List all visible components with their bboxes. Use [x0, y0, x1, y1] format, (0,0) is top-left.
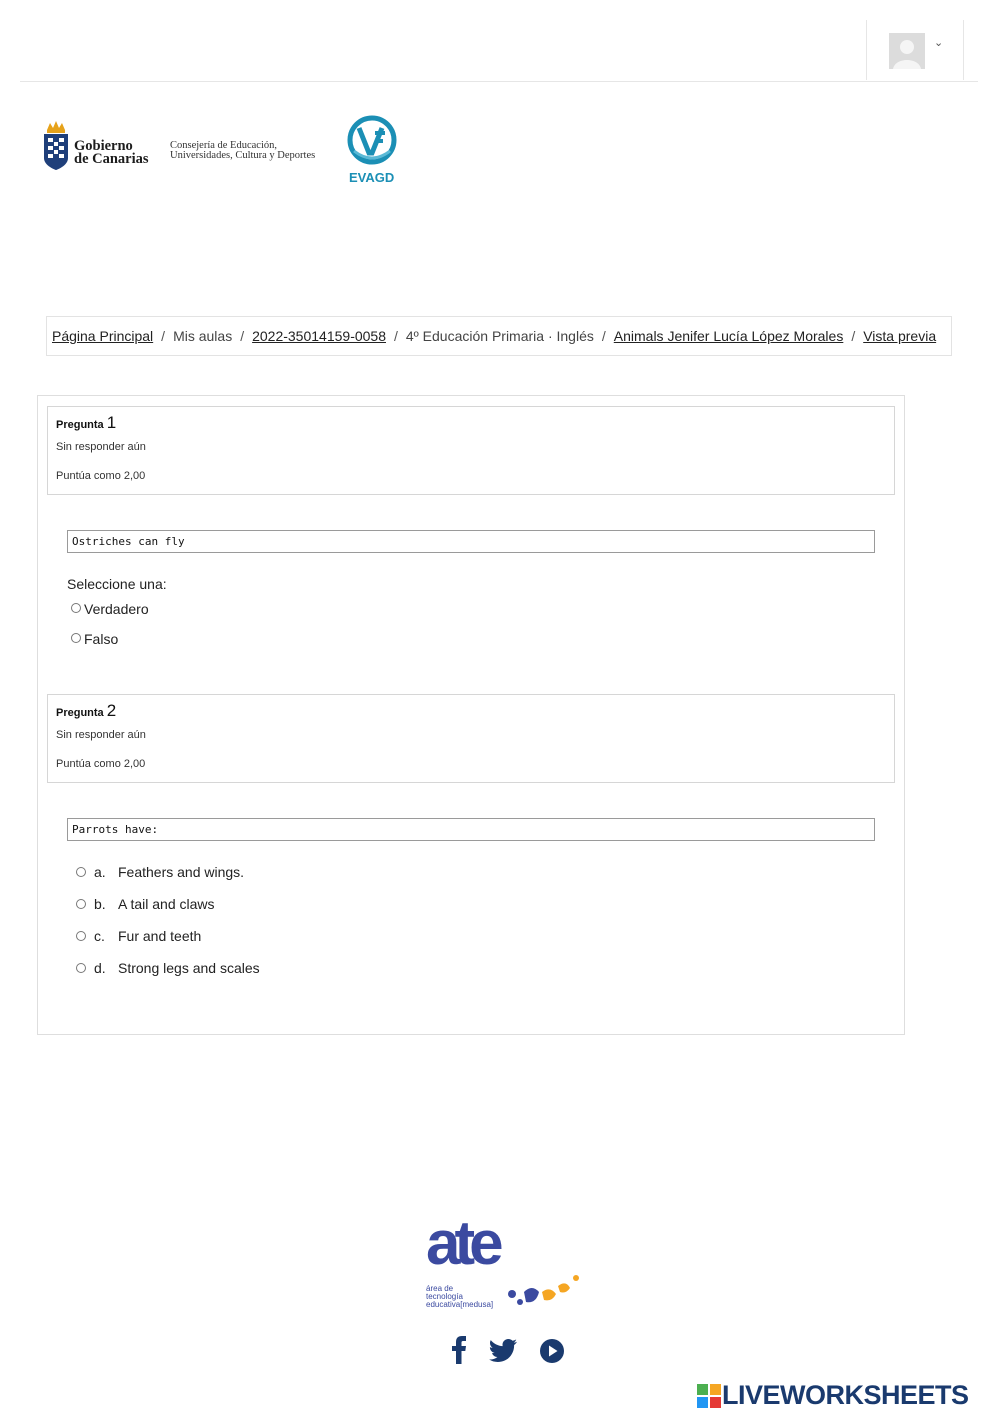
breadcrumb-separator: /: [601, 328, 606, 344]
ate-wordmark: ate: [426, 1209, 498, 1278]
option-label: Feathers and wings.: [118, 864, 245, 880]
ate-subtitle: [426, 1285, 493, 1309]
top-navbar: [20, 0, 978, 82]
option-label: Falso: [84, 631, 119, 647]
facebook-icon[interactable]: [450, 1336, 468, 1364]
option-b[interactable]: [76, 896, 215, 912]
question-number: 2: [106, 701, 117, 720]
option-letter: b.: [94, 896, 106, 912]
liveworksheets-squares-icon: [697, 1384, 721, 1408]
breadcrumb: [46, 316, 952, 356]
option-falso[interactable]: [71, 631, 118, 647]
question-1-title: [56, 413, 116, 433]
option-a[interactable]: [76, 864, 244, 880]
gobierno-canarias-logo: [42, 120, 342, 180]
consejeria-line2: Universidades, Cultura y Deportes: [170, 150, 316, 161]
option-label: Strong legs and scales: [118, 960, 260, 976]
ate-line1: área de: [426, 1284, 454, 1293]
ate-dots-icon: [506, 1272, 584, 1312]
breadcrumb-home[interactable]: Página Principal: [52, 328, 154, 344]
radio-button[interactable]: [71, 633, 81, 643]
question-number: 1: [106, 413, 117, 432]
option-letter: a.: [94, 864, 106, 880]
question-label: Pregunta: [56, 419, 104, 431]
option-d[interactable]: [76, 960, 260, 976]
question-1-prompt: Seleccione una:: [67, 576, 167, 592]
ate-line2: tecnología: [426, 1292, 463, 1301]
liveworksheets-label: LIVEWORKSHEETS: [722, 1380, 969, 1410]
option-verdadero[interactable]: [71, 601, 149, 617]
question-grade: Puntúa como 2,00: [56, 758, 146, 770]
radio-button[interactable]: [76, 931, 86, 941]
question-state: Sin responder aún: [56, 729, 146, 741]
option-letter: c.: [94, 928, 105, 944]
question-2-info: [47, 694, 895, 783]
breadcrumb-separator: /: [240, 328, 245, 344]
evagd-logo: [345, 113, 401, 188]
ate-medusa-logo: [418, 1209, 588, 1321]
option-c[interactable]: [76, 928, 201, 944]
option-letter: d.: [94, 960, 106, 976]
question-2-title: [56, 701, 116, 721]
coat-of-arms-icon: [42, 120, 70, 172]
question-grade: Puntúa como 2,00: [56, 470, 146, 482]
chevron-down-icon[interactable]: ⌄: [934, 37, 944, 49]
option-label: Fur and teeth: [118, 928, 202, 944]
question-1-info: [47, 406, 895, 495]
option-label: Verdadero: [84, 601, 149, 617]
user-avatar-icon: [889, 33, 925, 69]
radio-button[interactable]: [76, 899, 86, 909]
breadcrumb-course-code[interactable]: 2022-35014159-0058: [252, 328, 386, 344]
gobierno-line1: Gobierno: [74, 138, 133, 154]
ate-line3: educativa: [426, 1300, 461, 1309]
breadcrumb-separator: /: [851, 328, 856, 344]
avatar[interactable]: [889, 33, 925, 69]
liveworksheets-logo: [697, 1380, 997, 1412]
consejeria-line1: Consejería de Educación,: [170, 140, 277, 151]
youtube-icon[interactable]: [539, 1338, 565, 1364]
question-label: Pregunta: [56, 707, 104, 719]
breadcrumb-separator: /: [161, 328, 166, 344]
question-1-text: Ostriches can fly: [67, 530, 875, 553]
question-2-text: Parrots have:: [67, 818, 875, 841]
radio-button[interactable]: [76, 867, 86, 877]
gobierno-text: [74, 140, 149, 166]
breadcrumb-preview[interactable]: Vista previa: [863, 328, 937, 344]
option-label: A tail and claws: [118, 896, 215, 912]
breadcrumb-separator: /: [394, 328, 398, 344]
radio-button[interactable]: [71, 603, 81, 613]
breadcrumb-course-name: 4º Educación Primaria · Inglés: [405, 328, 594, 344]
evagd-emblem-icon: [345, 113, 401, 169]
breadcrumb-activity[interactable]: Animals Jenifer Lucía López Morales: [613, 328, 844, 344]
gobierno-line2: de Canarias: [74, 151, 149, 167]
radio-button[interactable]: [76, 963, 86, 973]
evagd-label: EVAGD: [349, 170, 395, 185]
ate-medusa: [medusa]: [460, 1300, 494, 1309]
twitter-icon[interactable]: [489, 1339, 517, 1362]
consejeria-text: [170, 141, 315, 161]
breadcrumb-mis-aulas: Mis aulas: [173, 328, 233, 344]
question-state: Sin responder aún: [56, 441, 146, 453]
